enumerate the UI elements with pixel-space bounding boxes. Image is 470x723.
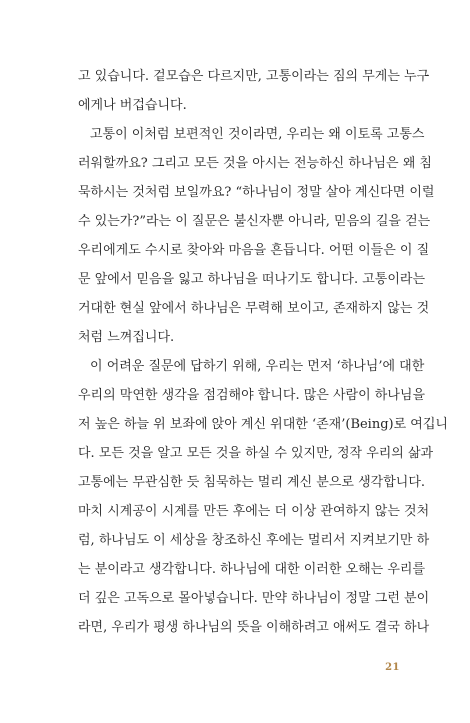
- text-line: 묵하시는 것처럼 보일까요? “하나님이 정말 살아 계신다면 이럴: [78, 185, 435, 200]
- text-line: 에게나 버겁습니다.: [78, 98, 187, 113]
- body-text: [78, 62, 448, 642]
- text-line: 이 어려운 질문에 답하기 위해, 우리는 먼저 ‘하나님’에 대한: [90, 359, 425, 374]
- text-line: 고통에는 무관심한 듯 침묵하는 멀리 계신 분으로 생각합니다.: [78, 475, 426, 490]
- text-line: 거대한 현실 앞에서 하나님은 무력해 보이고, 존재하지 않는 것: [78, 301, 430, 316]
- page-number: 21: [385, 662, 400, 673]
- text-line: 우리에게도 수시로 찾아와 마음을 흔듭니다. 어떤 이들은 이 질: [78, 243, 430, 258]
- text-line: 고통이 이처럼 보편적인 것이라면, 우리는 왜 이토록 고통스: [90, 127, 425, 142]
- text-line: 러워할까요? 그리고 모든 것을 아시는 전능하신 하나님은 왜 침: [78, 156, 432, 171]
- text-line: 저 높은 하늘 위 보좌에 앉아 계신 위대한 ‘존재’(Being)로 여깁니: [78, 417, 448, 432]
- text-line: 다. 모든 것을 알고 모든 것을 하실 수 있지만, 정작 우리의 삶과: [78, 446, 434, 461]
- text-line: 는 분이라고 생각합니다. 하나님에 대한 이러한 오해는 우리를: [78, 562, 426, 577]
- text-line: 라면, 우리가 평생 하나님의 뜻을 이해하려고 애써도 결국 하나: [78, 620, 430, 635]
- text-line: 더 깊은 고독으로 몰아넣습니다. 만약 하나님이 정말 그런 분이: [78, 591, 430, 606]
- text-line: 문 앞에서 믿음을 잃고 하나님을 떠나기도 합니다. 고통이라는: [78, 272, 426, 287]
- text-line: 마치 시계공이 시계를 만든 후에는 더 이상 관여하지 않는 것처: [78, 504, 430, 519]
- text-line: 고 있습니다. 겉모습은 다르지만, 고통이라는 짐의 무게는 누구: [78, 69, 430, 84]
- text-line: 우리의 막연한 생각을 점검해야 합니다. 많은 사람이 하나님을: [78, 388, 426, 403]
- text-line: 수 있는가?”라는 이 질문은 불신자뿐 아니라, 믿음의 길을 걷는: [78, 214, 431, 229]
- text-line: 처럼 느껴집니다.: [78, 330, 175, 345]
- text-line: 럼, 하나님도 이 세상을 창조하신 후에는 멀리서 지켜보기만 하: [78, 533, 430, 548]
